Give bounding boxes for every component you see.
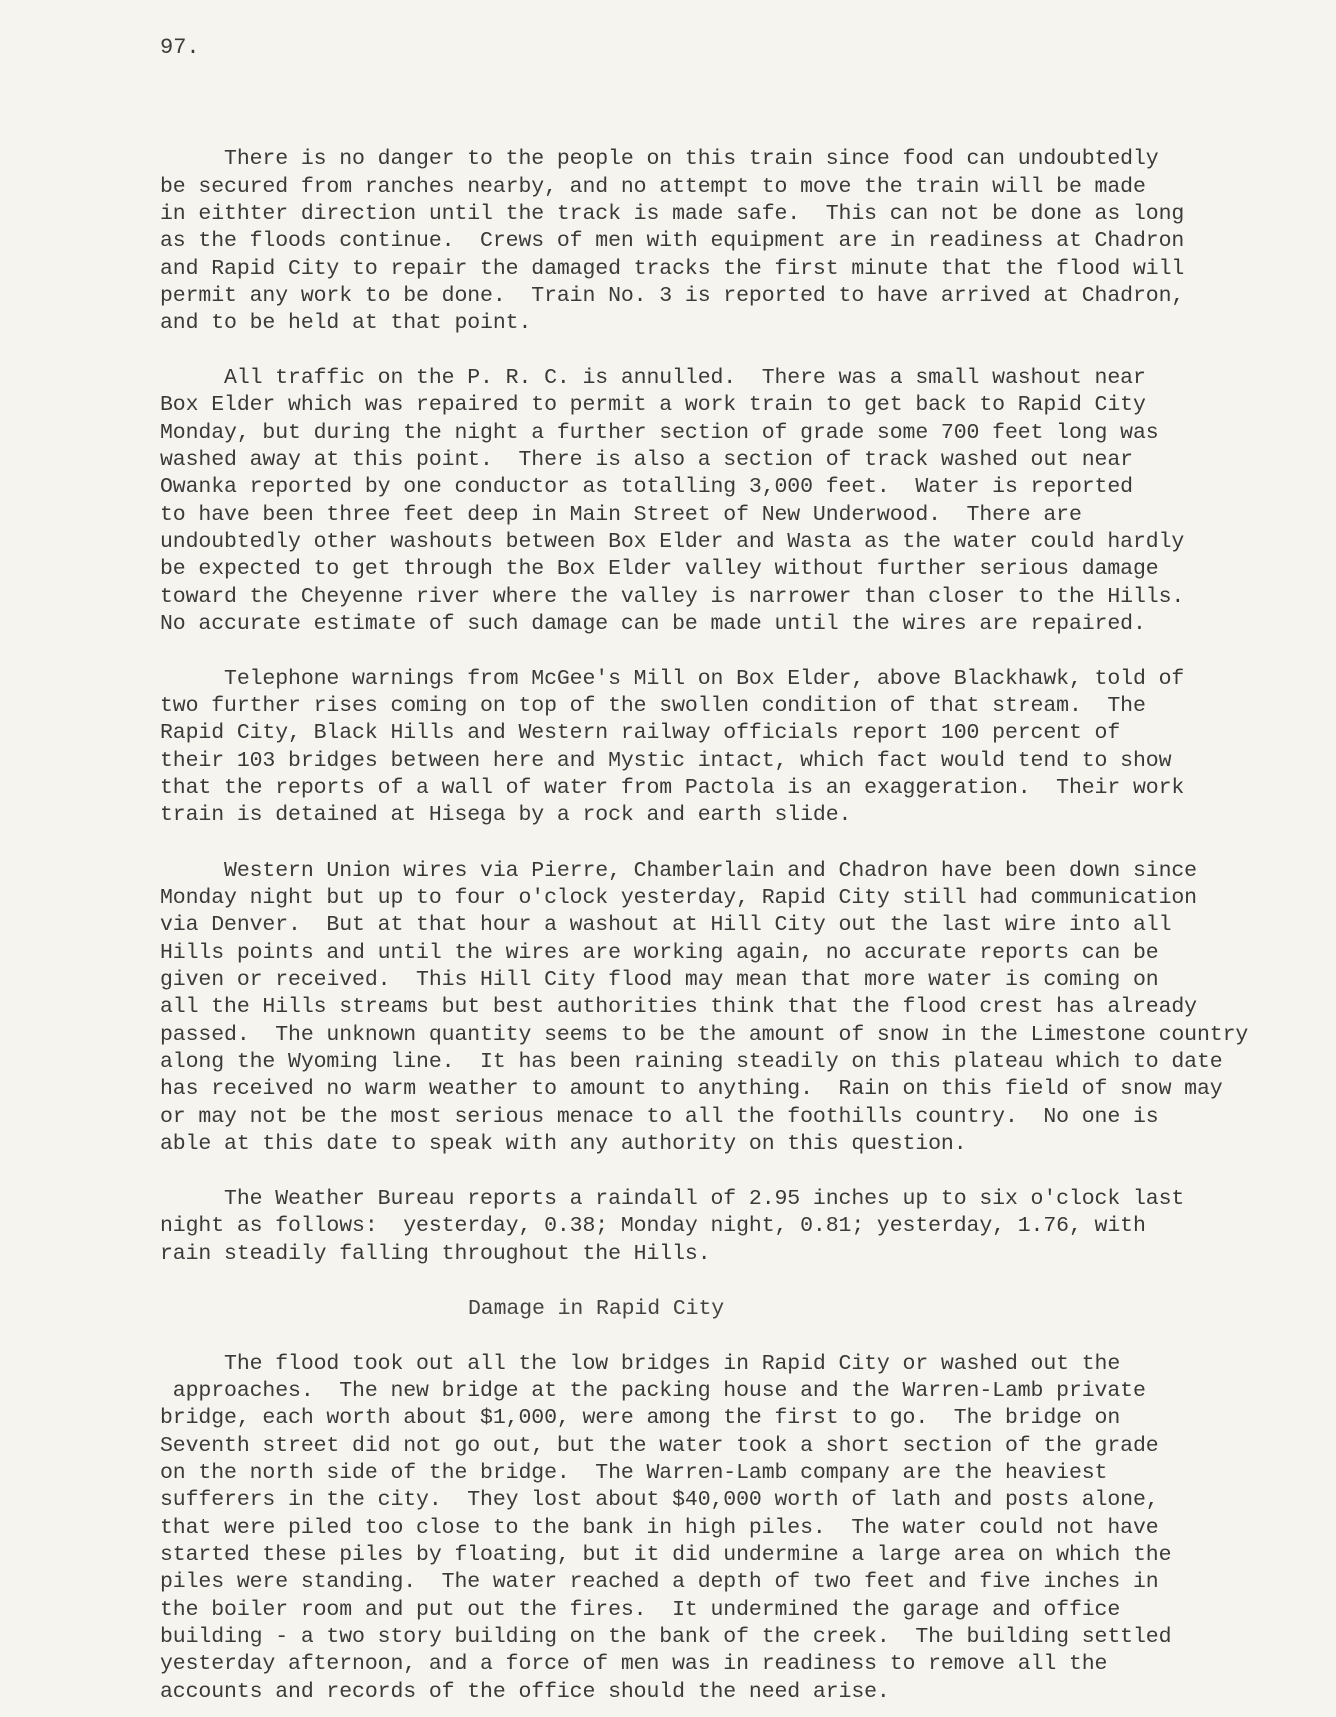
text-line: approaches. The new bridge at the packing house and the Warren-Lamb private <box>160 1379 1146 1403</box>
section-heading: Damage in Rapid City <box>468 1297 725 1321</box>
text-line: the boiler room and put out the fires. It undermined the garage and office <box>160 1598 1121 1622</box>
text-line: that were piled too close to the bank in high piles. The water could not have <box>160 1516 1159 1540</box>
text-line: Monday night but up to four o'clock yesterday, Rapid City still had communication <box>160 886 1197 910</box>
text-line: washed away at this point. There is also a section of track washed out near <box>160 448 1133 472</box>
text-line: via Denver. But at that hour a washout at Hill City out the last wire into all <box>160 913 1172 937</box>
text-line: yesterday afternoon, and a force of men was in readiness to remove all the <box>160 1652 1108 1676</box>
text-line: sufferers in the city. They lost about $40,000 worth of lath and posts alone, <box>160 1488 1159 1512</box>
text-line: The Weather Bureau reports a raindall of 2.95 inches up to six o'clock last <box>160 1187 1185 1211</box>
text-line: train is detained at Hisega by a rock and earth slide. <box>160 803 852 827</box>
page-number: 97. <box>160 35 200 60</box>
text-line: able at this date to speak with any authority on this question. <box>160 1132 967 1156</box>
text-line: undoubtedly other washouts between Box Elder and Wasta as the water could hardly <box>160 530 1185 554</box>
text-line: rain steadily falling throughout the Hills. <box>160 1242 711 1266</box>
text-line: night as follows: yesterday, 0.38; Monday night, 0.81; yesterday, 1.76, with <box>160 1214 1146 1238</box>
text-line: to have been three feet deep in Main Street of New Underwood. There are <box>160 503 1082 527</box>
text-line: Western Union wires via Pierre, Chamberlain and Chadron have been down since <box>160 859 1197 883</box>
text-line: Owanka reported by one conductor as totalling 3,000 feet. Water is reported <box>160 475 1133 499</box>
text-line: given or received. This Hill City flood may mean that more water is coming on <box>160 968 1159 992</box>
text-line: as the floods continue. Crews of men with equipment are in readiness at Chadron <box>160 229 1185 253</box>
text-line: There is no danger to the people on this train since food can undoubtedly <box>160 147 1159 171</box>
text-line: All traffic on the P. R. C. is annulled. There was a small washout near <box>160 366 1146 390</box>
text-line: started these piles by floating, but it did undermine a large area on which the <box>160 1543 1172 1567</box>
text-line: building - a two story building on the bank of the creek. The building settled <box>160 1625 1172 1649</box>
text-line: all the Hills streams but best authorities think that the flood crest has already <box>160 995 1197 1019</box>
text-line: No accurate estimate of such damage can be made until the wires are repaired. <box>160 612 1146 636</box>
text-line: be secured from ranches nearby, and no attempt to move the train will be made <box>160 175 1146 199</box>
text-line: bridge, each worth about $1,000, were among the first to go. The bridge on <box>160 1406 1121 1430</box>
text-line: or may not be the most serious menace to all the foothills country. No one is <box>160 1105 1159 1129</box>
text-line: piles were standing. The water reached a depth of two feet and five inches in <box>160 1570 1159 1594</box>
text-line: Telephone warnings from McGee's Mill on Box Elder, above Blackhawk, told of <box>160 667 1185 691</box>
text-line: their 103 bridges between here and Mystic intact, which fact would tend to show <box>160 749 1172 773</box>
text-line: toward the Cheyenne river where the valley is narrower than closer to the Hills. <box>160 585 1185 609</box>
text-line: accounts and records of the office should the need arise. <box>160 1680 890 1704</box>
text-line: along the Wyoming line. It has been raining steadily on this plateau which to date <box>160 1050 1223 1074</box>
text-line: Rapid City, Black Hills and Western railway officials report 100 percent of <box>160 721 1121 745</box>
text-line: and to be held at that point. <box>160 311 532 335</box>
text-line: Box Elder which was repaired to permit a work train to get back to Rapid City <box>160 393 1146 417</box>
text-line: passed. The unknown quantity seems to be the amount of snow in the Limestone country <box>160 1023 1249 1047</box>
text-line: two further rises coming on top of the swollen condition of that stream. The <box>160 694 1146 718</box>
text-line: Hills points and until the wires are working again, no accurate reports can be <box>160 941 1159 965</box>
text-line: and Rapid City to repair the damaged tracks the first minute that the flood will <box>160 257 1185 281</box>
text-line: be expected to get through the Box Elder valley without further serious damage <box>160 557 1159 581</box>
text-line: The flood took out all the low bridges in Rapid City or washed out the <box>160 1352 1121 1376</box>
text-line: that the reports of a wall of water from Pactola is an exaggeration. Their work <box>160 776 1185 800</box>
text-line: permit any work to be done. Train No. 3 is reported to have arrived at Chadron, <box>160 284 1185 308</box>
text-line: Seventh street did not go out, but the water took a short section of the grade <box>160 1434 1159 1458</box>
text-line: in eithter direction until the track is made safe. This can not be done as long <box>160 202 1185 226</box>
text-line: Monday, but during the night a further section of grade some 700 feet long was <box>160 421 1159 445</box>
text-line: on the north side of the bridge. The Warren-Lamb company are the heaviest <box>160 1461 1108 1485</box>
text-line: has received no warm weather to amount to anything. Rain on this field of snow may <box>160 1077 1223 1101</box>
